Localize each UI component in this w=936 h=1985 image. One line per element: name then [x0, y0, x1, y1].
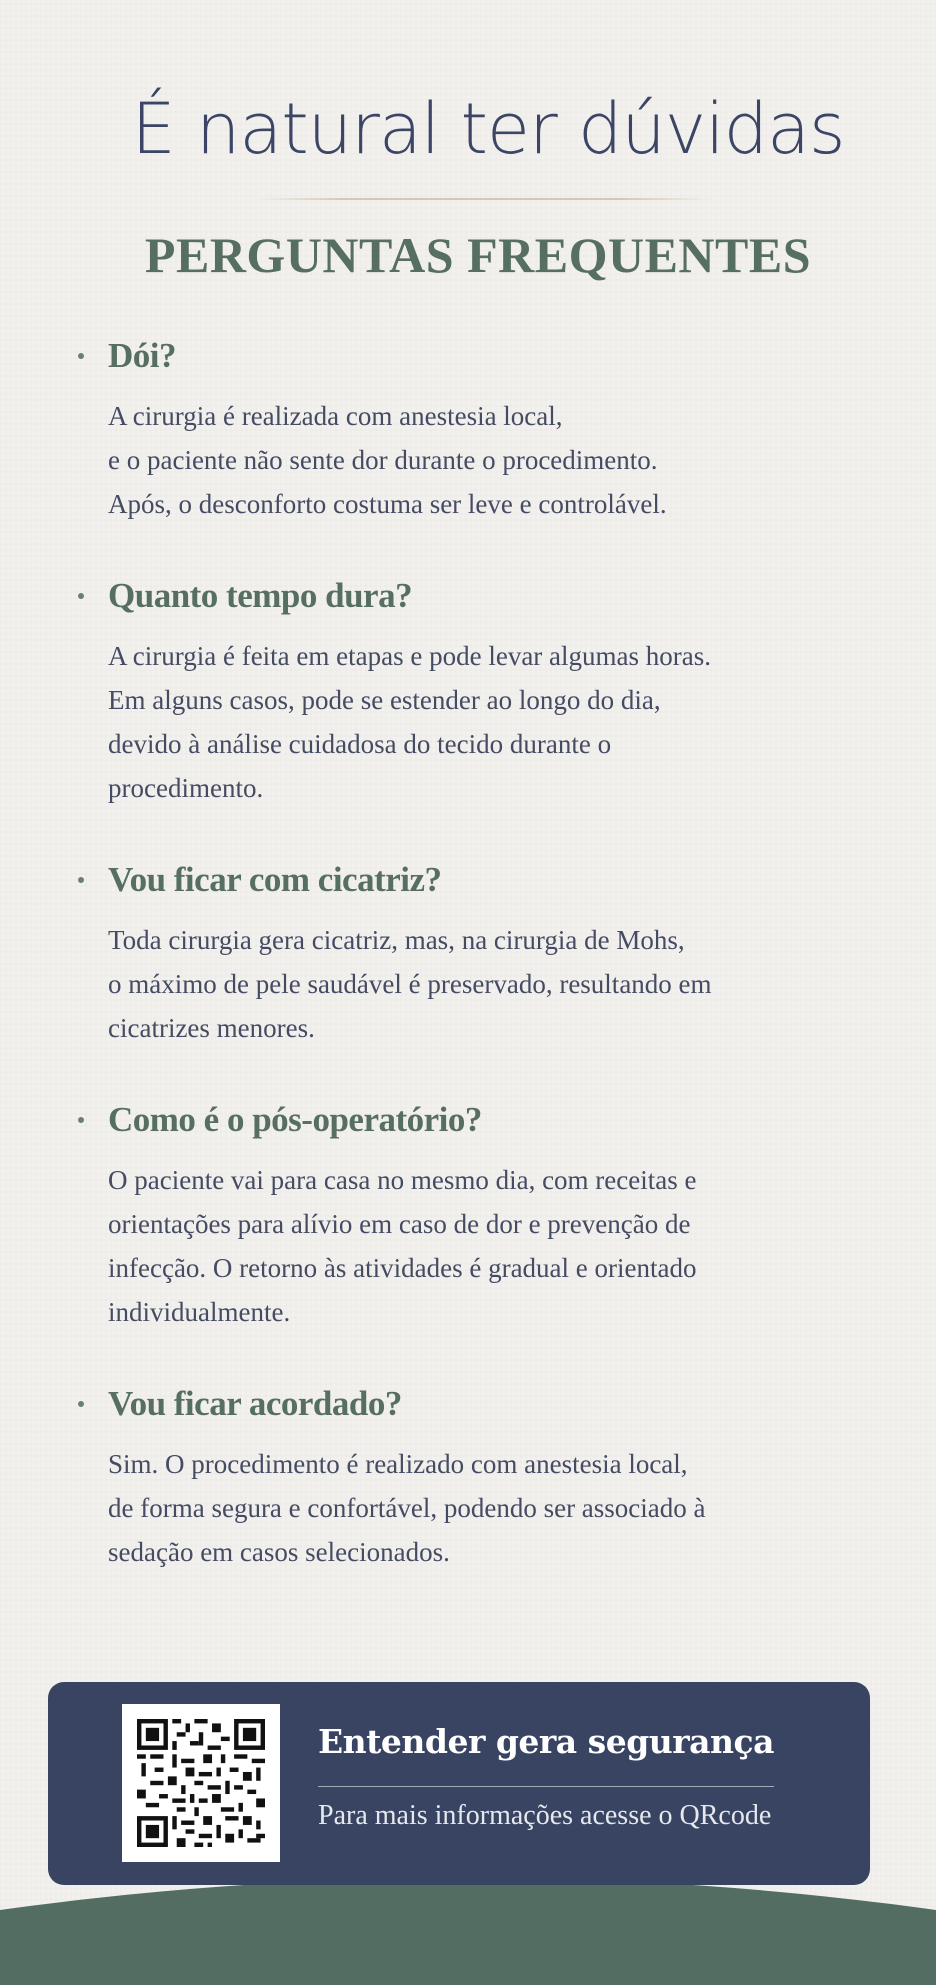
- faq-answer-line: A cirurgia é feita em etapas e pode levar algumas horas.: [108, 641, 712, 671]
- faq-answer-line: o máximo de pele saudável é preservado, resultando em: [108, 969, 712, 999]
- faq-question: [108, 336, 798, 376]
- faq-question-text: Quanto tempo dura?: [108, 576, 413, 615]
- faq-item: [78, 1100, 798, 1334]
- faq-answer-line: Toda cirurgia gera cicatriz, mas, na cirurgia de Mohs,: [108, 925, 685, 955]
- qr-code-graphic: [137, 1719, 265, 1847]
- faq-question-text: Dói?: [108, 336, 176, 375]
- title-divider: [254, 198, 714, 200]
- bullet-icon: [78, 1117, 84, 1123]
- faq-answer-line: Após, o desconforto costuma ser leve e controlável.: [108, 489, 667, 519]
- faq-answer-line: cicatrizes menores.: [108, 1013, 315, 1043]
- cta-divider: [318, 1786, 774, 1787]
- faq-question-text: Vou ficar acordado?: [108, 1384, 402, 1423]
- bullet-icon: [78, 593, 84, 599]
- faq-answer-line: infecção. O retorno às atividades é gradual e orientado: [108, 1253, 697, 1283]
- page-subtitle: PERGUNTAS FREQUENTES: [144, 227, 812, 283]
- faq-answer-line: O paciente vai para casa no mesmo dia, com receitas e: [108, 1165, 697, 1195]
- faq-item: [78, 336, 798, 526]
- bullet-icon: [78, 1401, 84, 1407]
- faq-answer-line: individualmente.: [108, 1297, 291, 1327]
- faq-answer: [108, 394, 798, 526]
- cta-text: Para mais informações acesse o QRcode: [318, 1800, 772, 1831]
- faq-answer: [108, 918, 798, 1050]
- bullet-icon: [78, 877, 84, 883]
- faq-answer-line: devido à análise cuidadosa do tecido durante o: [108, 729, 612, 759]
- faq-answer-line: orientações para alívio em caso de dor e prevenção de: [108, 1209, 691, 1239]
- faq-item: [78, 576, 798, 810]
- bullet-icon: [78, 353, 84, 359]
- faq-question: [108, 576, 798, 616]
- faq-answer-line: Em alguns casos, pode se estender ao longo do dia,: [108, 685, 661, 715]
- faq-question-text: Vou ficar com cicatriz?: [108, 860, 442, 899]
- cta-card: [48, 1682, 870, 1885]
- faq-answer: [108, 634, 798, 810]
- faq-answer-line: de forma segura e confortável, podendo ser associado à: [108, 1493, 706, 1523]
- faq-answer-line: Sim. O procedimento é realizado com anestesia local,: [108, 1449, 688, 1479]
- cta-title: Entender gera segurança: [318, 1722, 775, 1761]
- faq-question: [108, 1384, 798, 1424]
- faq-question: [108, 1100, 798, 1140]
- faq-answer-line: e o paciente não sente dor durante o procedimento.: [108, 445, 658, 475]
- faq-answer: [108, 1158, 798, 1334]
- faq-item: [78, 1384, 798, 1574]
- qr-code-icon[interactable]: [122, 1704, 280, 1862]
- faq-answer: [108, 1442, 798, 1574]
- faq-item: [78, 860, 798, 1050]
- faq-question: [108, 860, 798, 900]
- faq-question-text: Como é o pós-operatório?: [108, 1100, 482, 1139]
- faq-answer-line: sedação em casos selecionados.: [108, 1537, 450, 1567]
- faq-answer-line: A cirurgia é realizada com anestesia local,: [108, 401, 563, 431]
- page-title: É natural ter dúvidas: [131, 88, 845, 170]
- faq-answer-line: procedimento.: [108, 773, 264, 803]
